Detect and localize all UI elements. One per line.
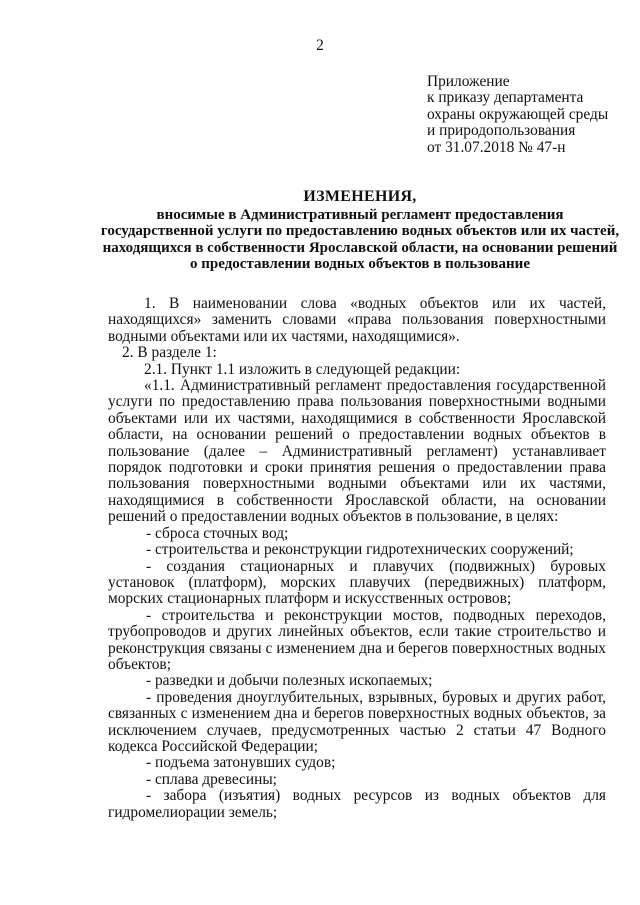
list-item: - сброса сточных вод; [146,524,289,542]
document-title [100,188,620,273]
list-item: - разведки и добычи полезных ископаемых; [146,672,433,690]
list-item: - строительства и реконструкции мостов, подводных переходов, трубопроводов и других линейных объектов, если такие строительство и реконструкция связаны с изменением дна и берегов поверхностных водных объектов; [108,606,606,673]
list-item: - строительства и реконструкции гидротехнических сооружений; [146,541,574,559]
list-item: - подъема затонувших судов; [146,754,336,772]
appendix-line: к приказу департамента [427,89,584,107]
appendix-line: охраны окружающей среды [427,105,609,123]
appendix-line: и природопользования [427,122,576,140]
appendix-block [427,74,627,156]
appendix-line: Приложение [427,73,510,90]
list-item: - проведения дноуглубительных, взрывных, буровых и других работ, связанных с изменением дна и берегов поверхностных водных объектов, за исключением случаев, предусмотренных частью 2 статьи 47 Водного кодекса Российской Федерации; [108,688,606,755]
list-item: - создания стационарных и плавучих (подвижных) буровых установок (платформ), морских плавучих (передвижных) платформ, морских стационарных платформ и искусственных островов; [108,557,606,608]
page-number: 2 [316,37,324,54]
body-paragraph: 2. В разделе 1: [122,344,217,362]
appendix-line: от 31.07.2018 № 47-н [427,138,566,156]
list-item: - забора (изъятия) водных ресурсов из водных объектов для гидромелиорации земель; [108,787,606,821]
document-body [108,296,606,821]
body-paragraph: 1. В наименовании слова «водных объектов или их частей, находящихся» заменить словами «права пользования поверхностными водными объектами или их частями, находящимися». [108,295,606,345]
title-subtitle: вносимые в Административный регламент предоставления государственной услуги по предоставлению водных объектов или их частей, находящихся в собственности Ярославской области, на основании решений о предоставлении водных объектов в пользование [100,207,620,273]
body-paragraph: «1.1. Административный регламент предоставления государственной услуги по предоставлению права пользования поверхностными водными объектами или их частями, находящимися в собственности Ярославской области, на основании решений о предоставлении водных объектов в пользование (далее – Административный регламент) устанавливает порядок подготовки и сроки принятия решения о предоставлении права пользования поверхностными водными объектами или их частями, находящимися в собственности Ярославской области, на основании решений о предоставлении водных объектов в пользование, в целях: [108,377,606,526]
title-heading: ИЗМЕНЕНИЯ, [303,188,417,205]
list-item: - сплава древесины; [146,770,277,788]
body-paragraph: 2.1. Пункт 1.1 изложить в следующей редакции: [144,360,461,378]
